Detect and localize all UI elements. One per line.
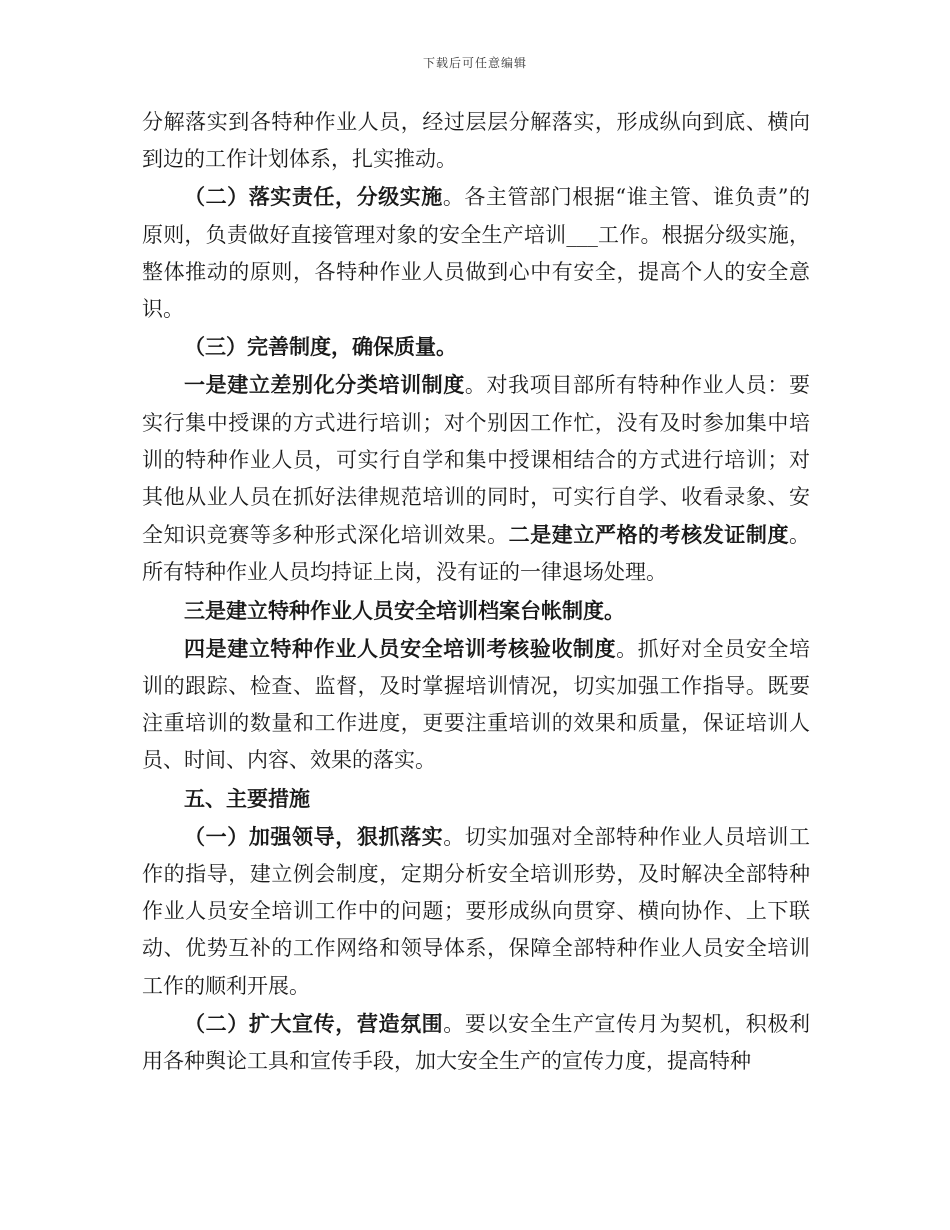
paragraph-4 [142, 366, 810, 591]
heading-run: （二）落实责任，分级实施 [184, 184, 443, 210]
text-run: 。所有特种作业人员均持证上岗，没有证的一律退场处理。 [142, 523, 811, 585]
paragraph-5 [142, 592, 810, 630]
section-heading [142, 780, 810, 818]
text-run: 。切实加强对全部特种作业人员培训工作的指导，建立例会制度，定期分析安全培训形势，及时解决全部特种作业人员安全培训工作中的问题；要形成纵向贯穿、横向协作、上下联动、优势互补的工作网络和领导体系，保障全部特种作业人员安全培训工作的顺利开展。 [142, 824, 811, 998]
text-run: 。各主管部门根据“谁主管、谁负责”的原则，负责做好直接管理对象的安全生产培训___工作。根据分级实施，整体推动的原则，各特种作业人员做到心中有安全，提高个人的安全意识。 [142, 185, 810, 322]
heading-run: 二是建立严格的考核发证制度 [508, 522, 790, 548]
heading-run: 五、主要措施 [184, 785, 310, 811]
page-header: 下载后可任意编辑 [422, 56, 527, 70]
paragraph-2 [142, 178, 810, 328]
paragraph-1 [142, 104, 810, 178]
heading-run: 四是建立特种作业人员安全培训考核验收制度 [184, 635, 617, 661]
paragraph-6 [142, 630, 810, 780]
document-body [142, 104, 810, 1080]
heading-run: （一）加强领导，狠抓落实 [184, 823, 444, 849]
heading-run: 一是建立差别化分类培训制度 [184, 372, 465, 398]
heading-run: 三是建立特种作业人员安全培训档案台帐制度。 [184, 597, 625, 623]
paragraph-8 [142, 818, 810, 1005]
heading-run: （三）完善制度，确保质量。 [184, 334, 457, 360]
paragraph-3 [142, 328, 810, 366]
paragraph-9 [142, 1005, 810, 1080]
text-run: 。要以安全生产宣传月为契机，积极利用各种舆论工具和宣传手段，加大安全生产的宣传力度，提高特种 [142, 1011, 811, 1074]
text-run: 。对我项目部所有特种作业人员：要实行集中授课的方式进行培训；对个别因工作忙，没有及时参加集中培训的特种作业人员，可实行自学和集中授课相结合的方式进行培训；对其他从业人员在抓好法律规范培训的同时，可实行自学、收看录象、安全知识竞赛等多种形式深化培训效果。 [142, 373, 811, 548]
text-run: 。抓好对全员安全培训的跟踪、检查、监督，及时掌握培训情况，切实加强工作指导。既要注重培训的数量和工作进度，更要注重培训的效果和质量，保证培训人员、时间、内容、效果的落实。 [142, 636, 811, 773]
heading-run: （二）扩大宣传，营造氛围 [184, 1010, 444, 1036]
text-run: 分解落实到各特种作业人员，经过层层分解落实，形成纵向到底、横向到边的工作计划体系，扎实推动。 [142, 110, 810, 172]
